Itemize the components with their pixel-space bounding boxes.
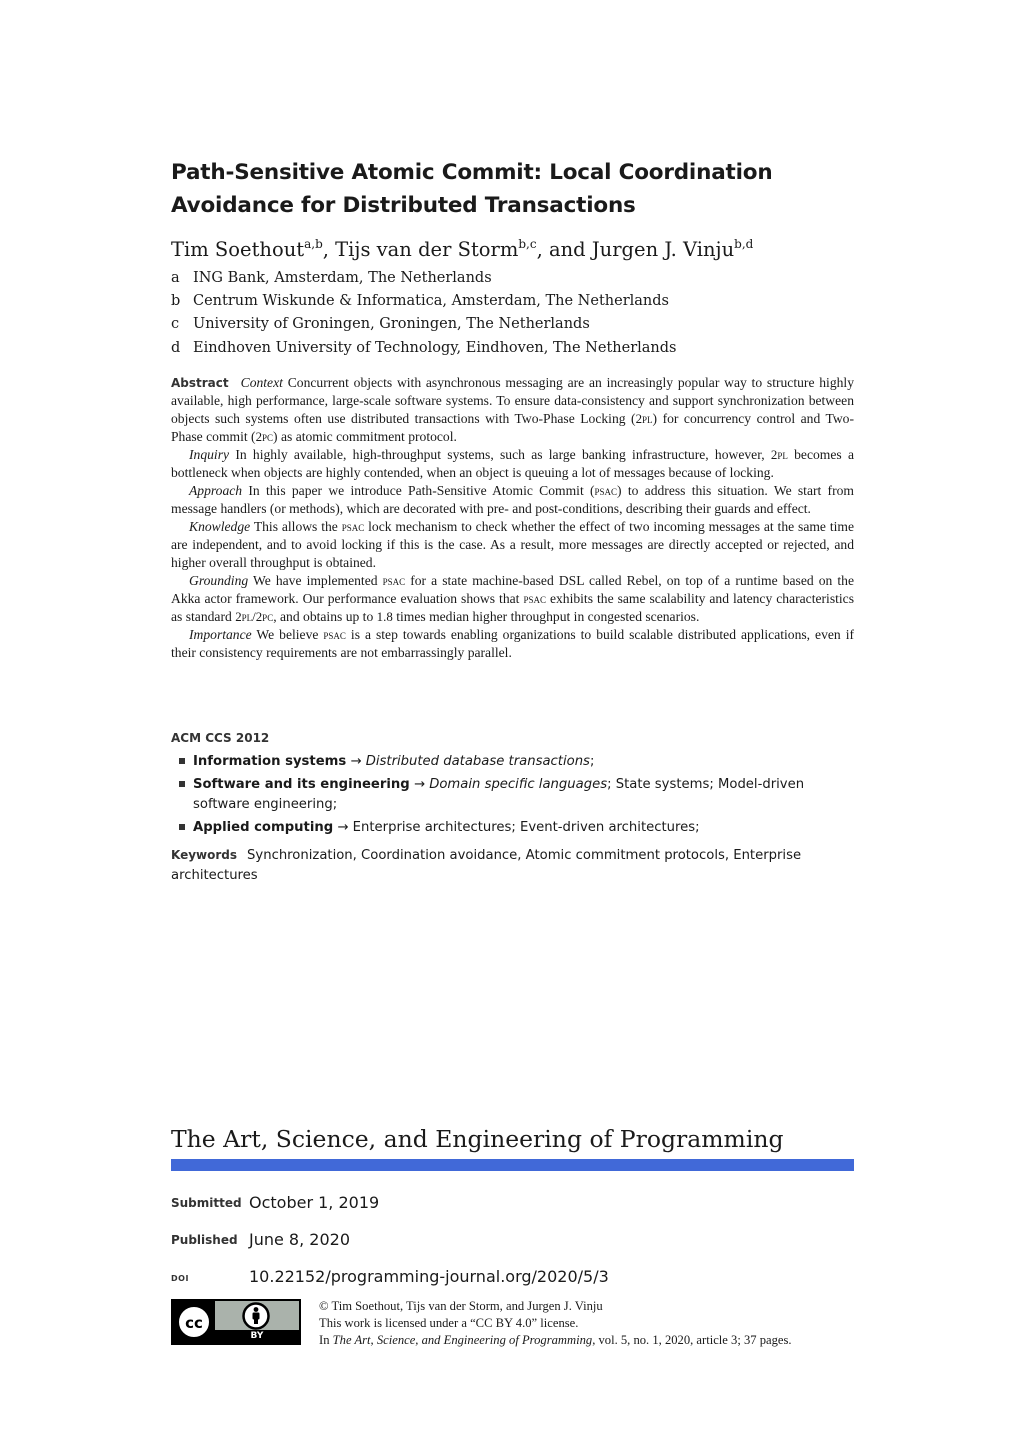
published-label: Published: [171, 1232, 238, 1247]
published-row: [171, 1229, 771, 1249]
submitted-row: [171, 1192, 771, 1212]
paper-title: Path-Sensitive Atomic Commit: Local Coordination Avoidance for Distributed Transactions: [171, 160, 773, 218]
doi-link[interactable]: 10.22152/programming-journal.org/2020/5/3: [249, 1267, 609, 1286]
ccs-heading: ACM CCS 2012: [171, 731, 270, 745]
abstract-label: Abstract: [171, 376, 229, 390]
context-heading: Context: [240, 375, 283, 390]
affiliation-key: a: [171, 270, 180, 286]
approach-text: In this paper we introduce Path-Sensitive Atomic Commit (: [248, 483, 595, 498]
inquiry-text: becomes a bottleneck when objects are highly contended, when an object is queuing a lot of messages because of locking.: [171, 447, 854, 480]
ccs-list: [171, 752, 854, 841]
approach-heading: Approach: [189, 483, 243, 498]
context-text: ) for concurrency control and Two-Phase commit (: [171, 411, 854, 444]
acronym-2pl: 2pl: [770, 447, 788, 462]
affiliation-key: d: [171, 340, 181, 356]
abstract: [171, 374, 854, 662]
throughput-factor: 1.8: [376, 609, 393, 624]
keywords-label: Keywords: [171, 848, 238, 862]
cc-by-license-badge[interactable]: [171, 1299, 301, 1345]
author-name: Tijs van der Storm: [335, 238, 519, 261]
abstract-knowledge: [171, 518, 854, 572]
published-date: June 8, 2020: [249, 1230, 350, 1249]
grounding-text: times median higher throughput in congested scenarios.: [396, 609, 700, 624]
submitted-label: Submitted: [171, 1195, 242, 1210]
author-affiliation-marks: a,b: [304, 237, 323, 251]
abstract-grounding: [171, 572, 854, 626]
acronym-psac: psac: [323, 627, 346, 642]
context-text: ) as atomic commitment protocol.: [273, 429, 457, 444]
affiliation-d: [171, 338, 871, 358]
acronym-2pc: 2pc: [255, 429, 274, 444]
affiliation-b: [171, 291, 871, 311]
abstract-inquiry: [171, 446, 854, 482]
abstract-context: [171, 374, 854, 446]
ccs-item: [171, 818, 854, 838]
author-list: [171, 236, 753, 264]
importance-text: We believe: [256, 627, 319, 642]
knowledge-text: This allows the: [253, 519, 338, 534]
affiliation-text: Centrum Wiskunde & Informatica, Amsterdam, The Netherlands: [193, 293, 669, 309]
affiliation-text: University of Groningen, Groningen, The Netherlands: [193, 316, 590, 332]
approach-text: ) to address this situation. We start from message handlers (or methods), which are decorated with pre- and post-conditions, describing their guards and effect.: [171, 483, 854, 516]
copyright-line: © Tim Soethout, Tijs van der Storm, and Jurgen J. Vinju: [319, 1299, 603, 1313]
acronym-psac: psac: [523, 591, 546, 606]
author-separator: , and: [536, 238, 592, 261]
bullet-icon: [179, 781, 185, 787]
ccs-subcategory: Distributed database transactions: [365, 754, 590, 769]
ccs-rest: ;: [589, 754, 595, 769]
bullet-icon: [179, 824, 185, 830]
affiliation-key: c: [171, 316, 180, 332]
abstract-approach: [171, 482, 854, 518]
ccs-category: Information systems: [193, 754, 347, 769]
grounding-text: , and obtains up to: [273, 609, 374, 624]
author-affiliation-marks: b,d: [734, 237, 754, 251]
ccs-item: [171, 775, 854, 815]
inquiry-text: In highly available, high-throughput systems, such as large banking infrastructure, however,: [235, 447, 765, 462]
cc-logo: [173, 1301, 215, 1343]
arrow-icon: →: [413, 777, 425, 792]
author-name: Jurgen J. Vinju: [591, 238, 735, 261]
affiliation-c: [171, 314, 871, 334]
arrow-icon: →: [350, 754, 362, 769]
ccs-item: [171, 752, 854, 772]
abstract-importance: [171, 626, 854, 662]
knowledge-heading: Knowledge: [189, 519, 251, 534]
submitted-date: October 1, 2019: [249, 1193, 380, 1212]
journal-name: The Art, Science, and Engineering of Programming: [171, 1125, 784, 1153]
citation-journal: The Art, Science, and Engineering of Programming: [332, 1333, 593, 1347]
affiliation-a: [171, 268, 871, 288]
acronym-psac: psac: [382, 573, 406, 588]
grounding-text: for a state machine-based DSL called Rebel, on top of a runtime based on the Akka actor framework. Our performance evaluation shows that: [171, 573, 854, 606]
author-name: Tim Soethout: [171, 238, 305, 261]
affiliation-text: ING Bank, Amsterdam, The Netherlands: [193, 270, 492, 286]
acronym-2pl-2pc: 2pl/2pc: [235, 609, 274, 624]
arrow-icon: →: [337, 820, 349, 835]
author-separator: ,: [322, 238, 336, 261]
citation-line: [319, 1332, 859, 1349]
acronym-2pl: 2pl: [635, 411, 653, 426]
importance-text: is a step towards enabling organizations to build scalable distributed applications, even if their consistency requirements are not embarrassingly parallel.: [171, 627, 855, 660]
doi-row: [171, 1266, 771, 1286]
acronym-psac: psac: [594, 483, 618, 498]
doi-label: doi: [171, 1269, 189, 1284]
keywords: [171, 845, 871, 886]
affiliation-text: Eindhoven University of Technology, Eindhoven, The Netherlands: [193, 340, 677, 356]
grounding-text: We have implemented: [253, 573, 378, 588]
bullet-icon: [179, 758, 185, 764]
journal-accent-bar: [171, 1159, 854, 1171]
by-label: BY: [215, 1330, 299, 1343]
importance-heading: Importance: [189, 627, 252, 642]
license-line: This work is licensed under a “CC BY 4.0” license.: [319, 1316, 579, 1330]
citation-details: , vol. 5, no. 1, 2020, article 3; 37 pages.: [592, 1333, 792, 1347]
grounding-heading: Grounding: [189, 573, 249, 588]
keywords-text: Synchronization, Coordination avoidance, Atomic commitment protocols, Enterprise architectures: [171, 848, 802, 883]
cc-icon: [173, 1301, 215, 1343]
context-text: Concurrent objects with asynchronous messaging are an increasingly popular way to structure highly available, high performance, large-scale software systems. To ensure data-consistency and support synchronization between objects such systems often use distributed transactions with Two-Phase Locking (: [171, 375, 854, 426]
attribution-person-icon: [241, 1302, 271, 1330]
grounding-text: exhibits the same scalability and latency characteristics as standard: [171, 591, 854, 624]
ccs-rest: Enterprise architectures; Event-driven architectures;: [352, 820, 700, 835]
ccs-rest: ; State systems; Model-driven software engineering;: [193, 777, 805, 812]
ccs-category: Applied computing: [193, 820, 334, 835]
author-affiliation-marks: b,c: [518, 237, 537, 251]
knowledge-text: lock mechanism to check whether the effect of two incoming messages at the same time are independent, and to avoid locking if this is the case. As a result, more messages are directly accepted or rejected, and higher overall throughput is obtained.: [171, 519, 854, 570]
cc-logo-text: cc: [185, 1314, 203, 1332]
affiliation-key: b: [171, 293, 181, 309]
ccs-category: Software and its engineering: [193, 777, 410, 792]
citation-prefix: In: [319, 1333, 333, 1347]
acronym-psac: psac: [341, 519, 365, 534]
license-info: [319, 1298, 859, 1349]
inquiry-heading: Inquiry: [189, 447, 230, 462]
ccs-subcategory: Domain specific languages: [429, 777, 608, 792]
